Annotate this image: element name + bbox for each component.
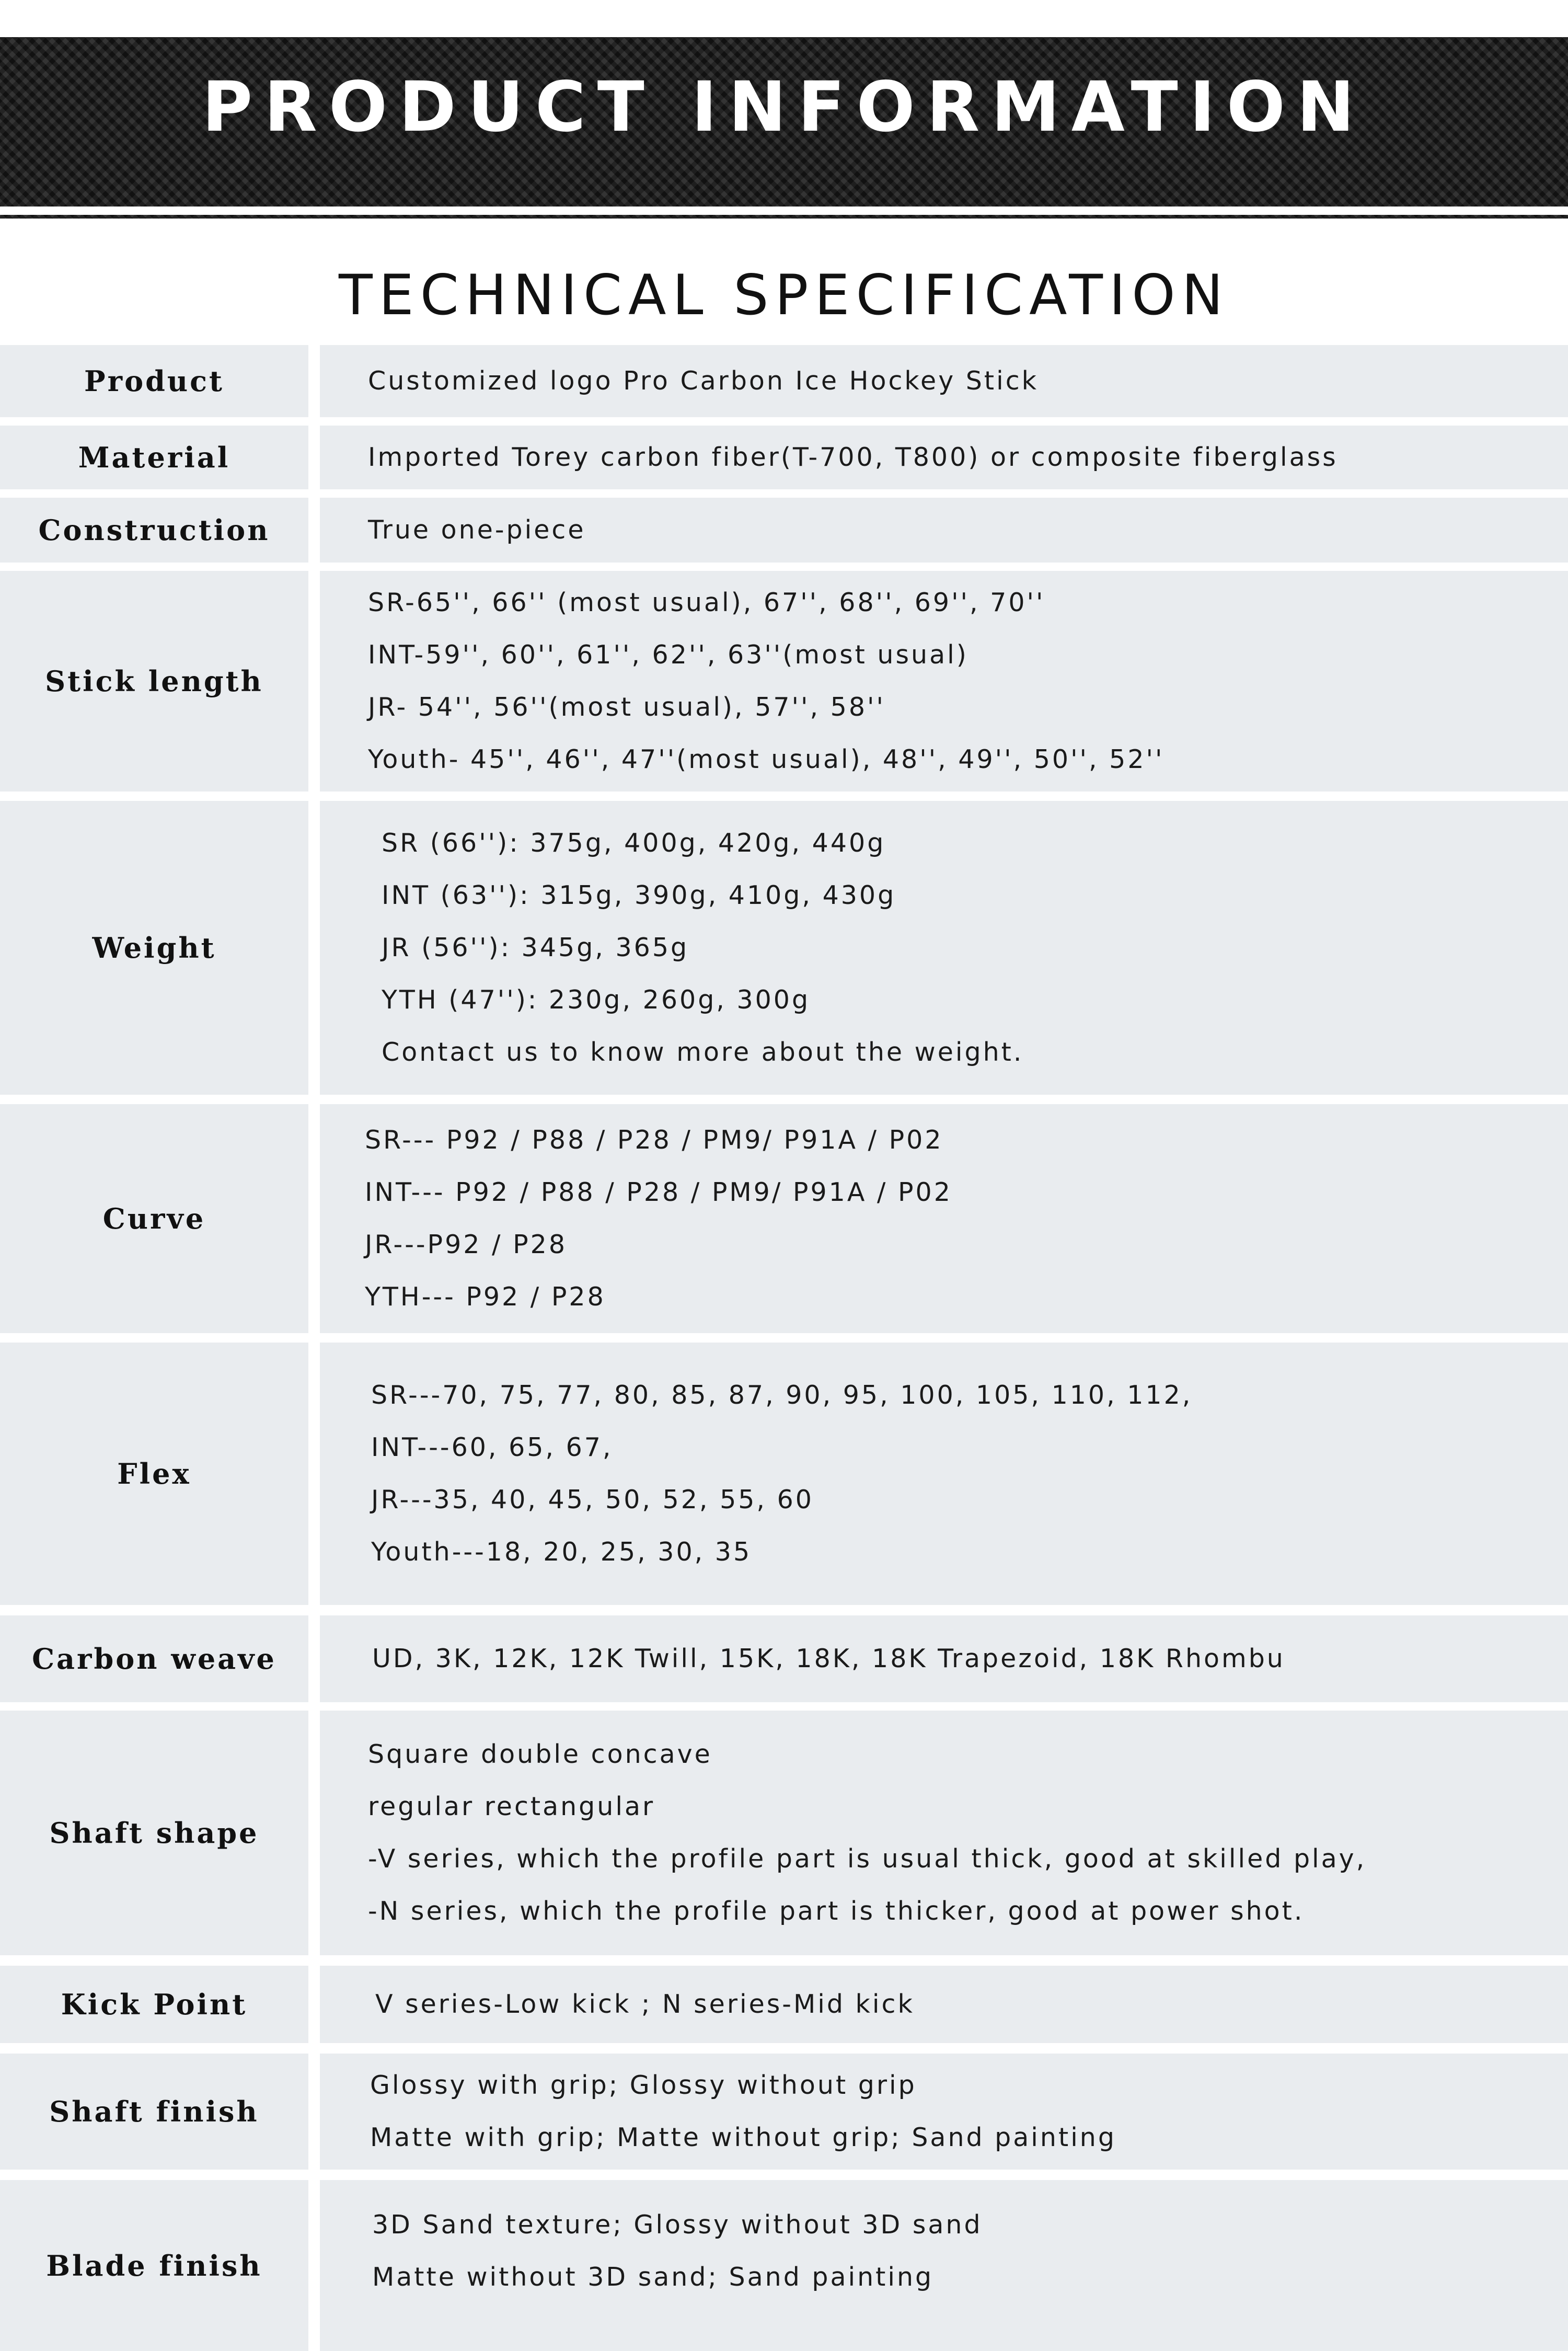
spec-value-line: Matte with grip; Matte without grip; Sand painting: [370, 2123, 1116, 2152]
spec-value-cell-shaft-shape: [320, 1711, 1568, 1955]
spec-label-cell-curve: [0, 1104, 308, 1333]
spec-value-cell-blade-finish: [320, 2180, 1568, 2351]
spec-value-line: INT (63''): 315g, 390g, 410g, 430g: [382, 880, 896, 910]
spec-value-line: SR--- P92 / P88 / P28 / PM9/ P91A / P02: [365, 1125, 943, 1155]
spec-label-cell-construction: [0, 498, 308, 563]
spec-value-line: JR---35, 40, 45, 50, 52, 55, 60: [371, 1485, 814, 1515]
spec-label: Shaft finish: [49, 2095, 259, 2128]
spec-value-cell-product: [320, 345, 1568, 417]
spec-value-cell-weight: [320, 801, 1568, 1095]
spec-label-cell-shaft-shape: [0, 1711, 308, 1955]
spec-label-cell-stick-length: [0, 571, 308, 792]
spec-label: Weight: [92, 931, 216, 965]
spec-value-line: regular rectangular: [368, 1792, 655, 1821]
spec-label: Blade finish: [46, 2249, 262, 2283]
spec-value-line: 3D Sand texture; Glossy without 3D sand: [372, 2210, 983, 2240]
spec-value-line: SR (66''): 375g, 400g, 420g, 440g: [382, 828, 886, 858]
spec-value-line: INT---60, 65, 67,: [371, 1432, 613, 1462]
spec-value-cell-carbon-weave: [320, 1615, 1568, 1702]
spec-label: Carbon weave: [32, 1642, 276, 1676]
spec-value-line: Contact us to know more about the weight.: [382, 1037, 1024, 1067]
spec-value-line: Glossy with grip; Glossy without grip: [370, 2070, 917, 2100]
spec-label: Kick Point: [61, 1988, 248, 2021]
spec-value-cell-kick-point: [320, 1966, 1568, 2043]
spec-value-line: Customized logo Pro Carbon Ice Hockey Stick: [368, 366, 1039, 396]
spec-value-line: -N series, which the profile part is thicker, good at power shot.: [368, 1896, 1305, 1926]
spec-value-line: Imported Torey carbon fiber(T-700, T800) or composite fiberglass: [368, 442, 1338, 472]
spec-value-cell-flex: [320, 1343, 1568, 1605]
spec-value-line: V series-Low kick ; N series-Mid kick: [375, 1989, 915, 2019]
spec-value-cell-stick-length: [320, 571, 1568, 792]
spec-label-cell-shaft-finish: [0, 2054, 308, 2170]
spec-label: Construction: [38, 513, 270, 547]
spec-label-cell-weight: [0, 801, 308, 1095]
spec-value-line: INT--- P92 / P88 / P28 / PM9/ P91A / P02: [365, 1177, 952, 1207]
spec-label: Curve: [102, 1202, 206, 1235]
spec-value-line: Square double concave: [368, 1739, 712, 1769]
spec-label: Material: [78, 441, 230, 474]
spec-label: Product: [84, 364, 224, 398]
spec-value-line: UD, 3K, 12K, 12K Twill, 15K, 18K, 18K Trapezoid, 18K Rhombu: [372, 1644, 1285, 1673]
spec-label: Flex: [117, 1457, 191, 1490]
section-title: TECHNICAL SPECIFICATION: [339, 263, 1229, 327]
spec-label-cell-material: [0, 426, 308, 489]
spec-label: Shaft shape: [49, 1816, 259, 1850]
spec-value-line: JR---P92 / P28: [365, 1230, 568, 1259]
spec-label-cell-carbon-weave: [0, 1615, 308, 1702]
spec-value-line: JR (56''): 345g, 365g: [382, 933, 689, 962]
spec-label-cell-flex: [0, 1343, 308, 1605]
spec-value-cell-material: [320, 426, 1568, 489]
spec-value-line: JR- 54'', 56''(most usual), 57'', 58'': [368, 692, 885, 722]
spec-label-cell-product: [0, 345, 308, 417]
spec-label: Stick length: [45, 664, 263, 698]
spec-value-line: Youth- 45'', 46'', 47''(most usual), 48'', 49'', 50'', 52'': [368, 744, 1165, 774]
banner-title: PRODUCT INFORMATION: [202, 67, 1366, 147]
banner-stripe: [0, 207, 1568, 215]
spec-value-line: Matte without 3D sand; Sand painting: [372, 2262, 934, 2292]
spec-value-line: -V series, which the profile part is usual thick, good at skilled play,: [368, 1844, 1367, 1874]
spec-value-cell-shaft-finish: [320, 2054, 1568, 2170]
spec-value-line: Youth---18, 20, 25, 30, 35: [371, 1537, 752, 1567]
spec-label-cell-blade-finish: [0, 2180, 308, 2351]
spec-value-line: YTH--- P92 / P28: [365, 1282, 606, 1312]
spec-value-cell-curve: [320, 1104, 1568, 1333]
spec-value-line: SR---70, 75, 77, 80, 85, 87, 90, 95, 100, 105, 110, 112,: [371, 1380, 1193, 1410]
spec-value-line: INT-59'', 60'', 61'', 62'', 63''(most usual): [368, 640, 969, 670]
spec-value-line: SR-65'', 66'' (most usual), 67'', 68'', 69'', 70'': [368, 588, 1045, 617]
spec-value-line: True one-piece: [368, 515, 586, 545]
spec-value-cell-construction: [320, 498, 1568, 563]
spec-label-cell-kick-point: [0, 1966, 308, 2043]
spec-value-line: YTH (47''): 230g, 260g, 300g: [382, 985, 811, 1015]
